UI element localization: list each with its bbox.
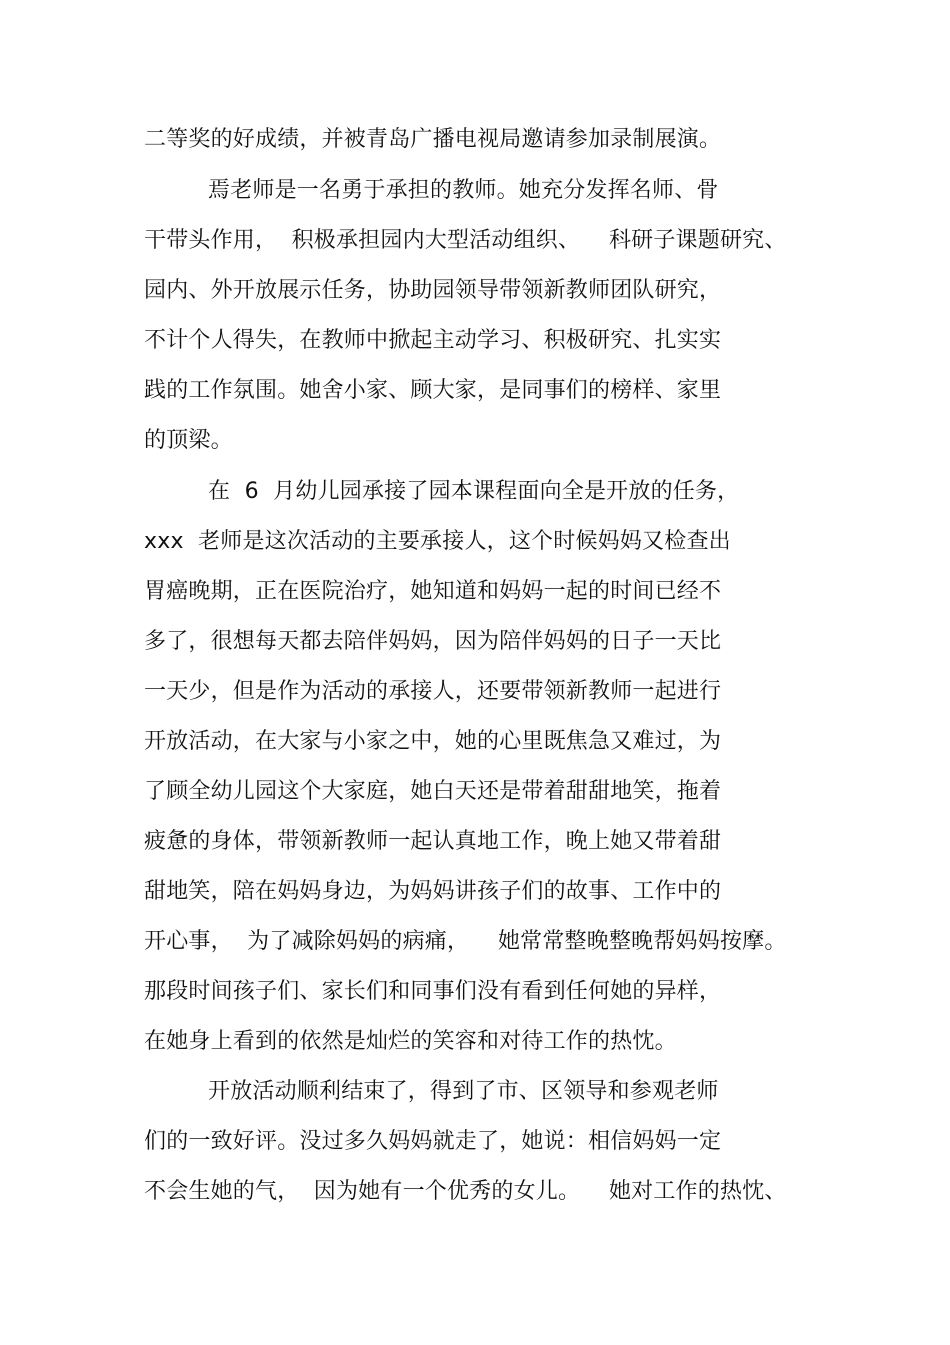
text-line: 开放活动，在大家与小家之中，她的心里既焦急又难过，为 xyxy=(144,729,722,754)
text-line: 疲惫的身体，带领新教师一起认真地工作，晚上她又带着甜 xyxy=(144,829,722,854)
text-line: 了顾全幼儿园这个大家庭，她白天还是带着甜甜地笑，拖着 xyxy=(144,779,722,804)
text-line: 开放活动顺利结束了，得到了市、区领导和参观老师 xyxy=(208,1079,719,1104)
text-line: 的顶梁。 xyxy=(144,428,233,453)
text-line: 那段时间孩子们、家长们和同事们没有看到任何她的异样， xyxy=(144,979,722,1004)
text-line: 在 6 月幼儿园承接了园本课程面向全是开放的任务， xyxy=(208,479,740,504)
text-line: 甜地笑，陪在妈妈身边，为妈妈讲孩子们的故事、工作中的 xyxy=(144,879,722,904)
text-line: 开心事， 为了减除妈妈的病痛， 她常常整晚整晚帮妈妈按摩。 xyxy=(144,929,787,954)
text-line: 干带头作用， 积极承担园内大型活动组织、 科研子课题研究、 xyxy=(144,228,787,253)
text-line: xxx 老师是这次活动的主要承接人，这个时候妈妈又检查出 xyxy=(144,529,731,554)
text-line: 不计个人得失，在教师中掀起主动学习、积极研究、扎实实 xyxy=(144,328,722,353)
text-line: 园内、外开放展示任务，协助园领导带领新教师团队研究， xyxy=(144,278,722,303)
text-line: 胃癌晚期，正在医院治疗，她知道和妈妈一起的时间已经不 xyxy=(144,579,722,604)
text-line: 二等奖的好成绩，并被青岛广播电视局邀请参加录制展演。 xyxy=(144,127,722,152)
text-line: 一天少，但是作为活动的承接人，还要带领新教师一起进行 xyxy=(144,679,722,704)
text-line: 焉老师是一名勇于承担的教师。她充分发挥名师、骨 xyxy=(208,178,719,203)
text-line: 多了，很想每天都去陪伴妈妈，因为陪伴妈妈的日子一天比 xyxy=(144,629,722,654)
text-line: 践的工作氛围。她舍小家、顾大家，是同事们的榜样、家里 xyxy=(144,378,722,403)
text-line: 不会生她的气， 因为她有一个优秀的女儿。 她对工作的热忱、 xyxy=(144,1179,787,1204)
text-line: 们的一致好评。没过多久妈妈就走了，她说：相信妈妈一定 xyxy=(144,1129,722,1154)
text-line: 在她身上看到的依然是灿烂的笑容和对待工作的热忱。 xyxy=(144,1029,677,1054)
